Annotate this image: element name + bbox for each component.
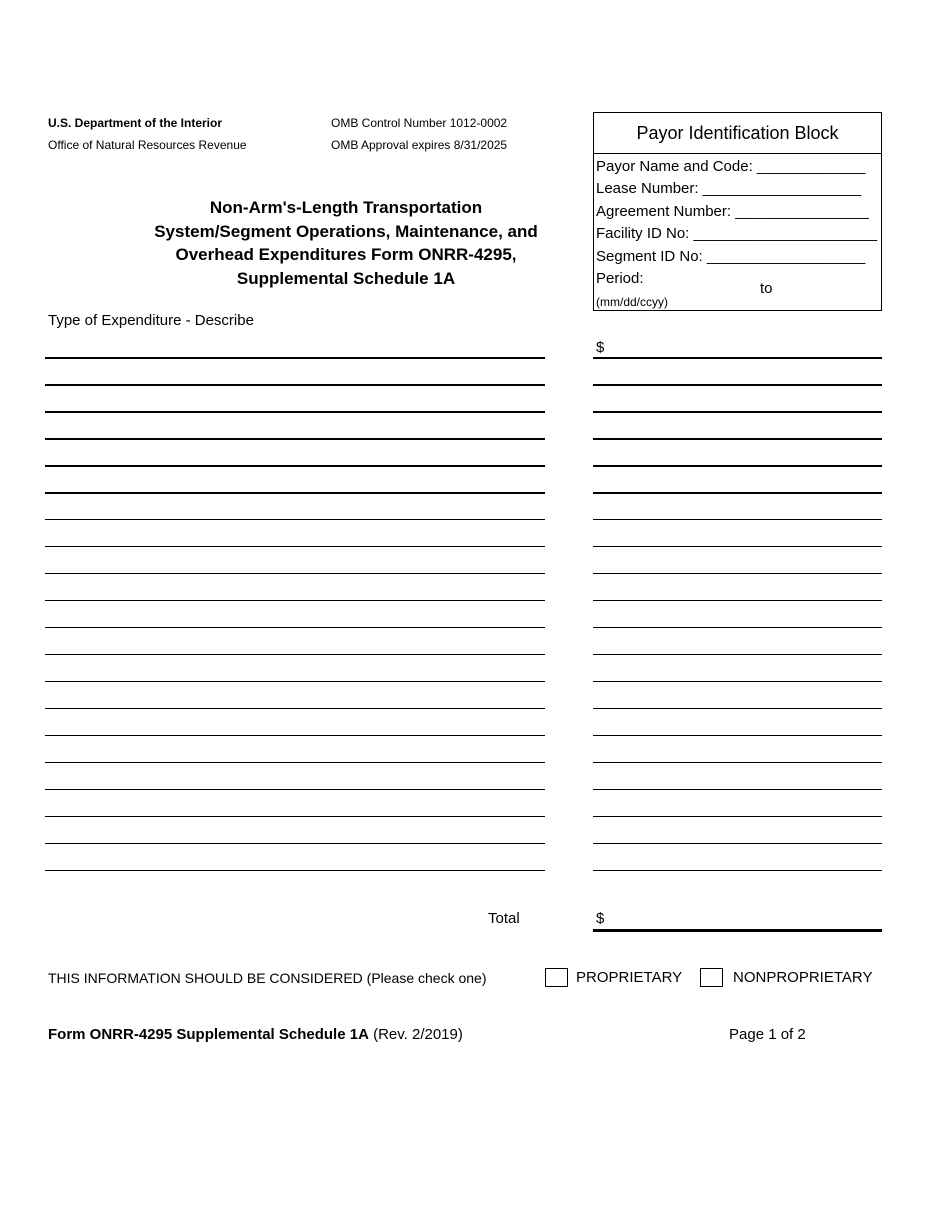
expenditure-description-line[interactable] [45,411,545,413]
expenditure-amount-line[interactable] [593,519,882,520]
expenditure-amount-line[interactable] [593,465,882,467]
expenditure-amount-line[interactable] [593,600,882,601]
segment-id-field[interactable]: Segment ID No: ___________________ [596,248,866,265]
expenditure-description-line[interactable] [45,654,545,655]
expenditure-amount-line[interactable] [593,735,882,736]
expenditure-amount-line[interactable] [593,384,882,386]
total-dollar-sign: $ [596,910,605,927]
office-name: Office of Natural Resources Revenue [48,138,247,152]
omb-control-number: OMB Control Number 1012-0002 [331,116,508,130]
expenditure-description-line[interactable] [45,708,545,709]
expenditure-description-line[interactable] [45,573,545,574]
expenditure-description-line[interactable] [45,438,545,440]
page-number: Page 1 of 2 [729,1026,806,1043]
proprietary-label: PROPRIETARY [576,969,683,986]
expenditure-description-line[interactable] [45,465,545,467]
amount-dollar-sign: $ [596,339,605,356]
expenditure-description-line[interactable] [45,600,545,601]
expenditure-description-line[interactable] [45,546,545,547]
expenditure-type-label: Type of Expenditure - Describe [48,312,254,329]
total-amount-line[interactable] [593,929,882,932]
period-to-label: to [760,280,773,297]
form-title-line: Non-Arm's-Length Transportation [209,198,483,217]
expenditure-amount-line[interactable] [593,438,882,440]
facility-id-field[interactable]: Facility ID No: ______________________ [596,225,878,242]
expenditure-description-line[interactable] [45,843,545,844]
total-label: Total [488,910,520,927]
classification-prompt: THIS INFORMATION SHOULD BE CONSIDERED (Please check one) [48,970,487,986]
payor-identification-block [593,112,882,311]
omb-approval-expiry: OMB Approval expires 8/31/2025 [331,138,508,152]
expenditure-amount-line[interactable] [593,708,882,709]
expenditure-amount-line[interactable] [593,762,882,763]
expenditure-amount-line[interactable] [593,816,882,817]
nonproprietary-checkbox[interactable] [700,968,723,987]
proprietary-checkbox[interactable] [545,968,568,987]
department-name: U.S. Department of the Interior [48,116,223,130]
period-format-hint: (mm/dd/ccyy) [596,295,668,309]
expenditure-description-line[interactable] [45,519,545,520]
expenditure-amount-line[interactable] [593,492,882,494]
expenditure-description-line[interactable] [45,357,545,359]
expenditure-amount-line[interactable] [593,357,882,359]
nonproprietary-label: NONPROPRIETARY [733,969,873,986]
form-title-line: Overhead Expenditures Form ONRR-4295, [175,245,517,264]
form-title-line: Supplemental Schedule 1A [236,268,456,288]
expenditure-amount-line[interactable] [593,627,882,628]
payor-name-field[interactable]: Payor Name and Code: _____________ [596,158,866,175]
expenditure-description-line[interactable] [45,681,545,682]
payor-block-heading: Payor Identification Block [594,113,881,154]
expenditure-description-line[interactable] [45,816,545,817]
expenditure-amount-line[interactable] [593,546,882,547]
expenditure-description-line[interactable] [45,735,545,736]
form-footer [48,1026,463,1043]
expenditure-amount-line[interactable] [593,843,882,844]
lease-number-field[interactable]: Lease Number: ___________________ [596,180,862,197]
expenditure-amount-line[interactable] [593,870,882,871]
expenditure-amount-line[interactable] [593,681,882,682]
expenditure-description-line[interactable] [45,870,545,871]
expenditure-amount-line[interactable] [593,654,882,655]
expenditure-description-line[interactable] [45,627,545,628]
form-name: Form ONRR-4295 Supplemental Schedule 1A [48,1026,369,1043]
expenditure-description-line[interactable] [45,492,545,494]
agreement-number-field[interactable]: Agreement Number: ________________ [596,203,869,220]
expenditure-description-line[interactable] [45,762,545,763]
period-label: Period: [596,270,644,287]
expenditure-amount-line[interactable] [593,789,882,790]
expenditure-amount-line[interactable] [593,573,882,574]
form-revision: (Rev. 2/2019) [373,1026,463,1043]
form-title [126,196,566,290]
form-title-line: System/Segment Operations, Maintenance, and [154,221,538,241]
expenditure-amount-line[interactable] [593,411,882,413]
expenditure-description-line[interactable] [45,384,545,386]
expenditure-description-line[interactable] [45,789,545,790]
